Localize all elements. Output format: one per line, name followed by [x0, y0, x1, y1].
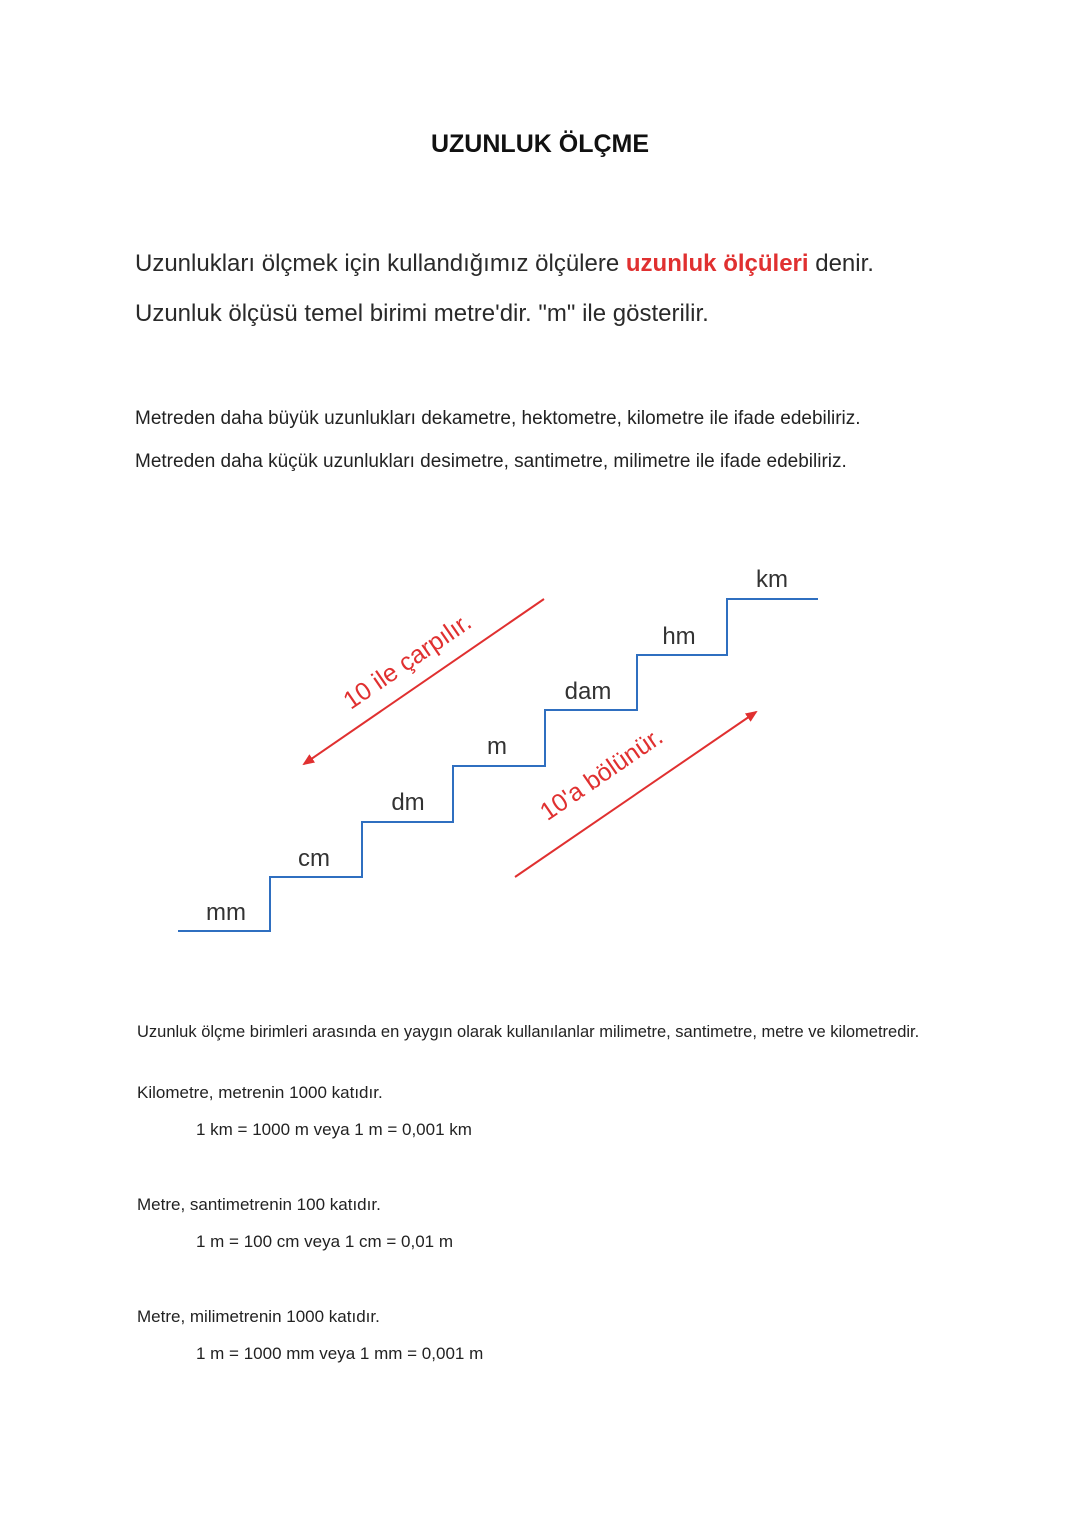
mm-fact: Metre, milimetrenin 1000 katıdır. [137, 1307, 380, 1326]
smaller-units-sentence: Metreden daha küçük uzunlukları desimetre, santimetre, milimetre ile ifade edebiliriz. [135, 451, 847, 472]
unit-label-mm: mm [206, 899, 246, 926]
staircase-line [178, 599, 818, 931]
unit-staircase-diagram [0, 540, 1080, 960]
km-equation: 1 km = 1000 m veya 1 m = 0,001 km [196, 1120, 472, 1139]
unit-label-hm: hm [662, 623, 696, 650]
unit-label-dam: dam [564, 678, 612, 705]
unit-label-km: km [756, 566, 788, 593]
page-title: UZUNLUK ÖLÇME [430, 130, 650, 158]
multiply-arrow-label: 10 ile çarpılır. [338, 607, 477, 716]
larger-units-sentence: Metreden daha büyük uzunlukları dekametre, hektometre, kilometre ile ifade edebiliriz. [135, 408, 861, 429]
unit-label-dm: dm [391, 789, 425, 816]
cm-equation: 1 m = 100 cm veya 1 cm = 0,01 m [196, 1232, 454, 1251]
cm-fact: Metre, santimetrenin 100 katıdır. [137, 1195, 381, 1214]
mm-equation: 1 m = 1000 mm veya 1 mm = 0,001 m [196, 1344, 484, 1363]
highlighted-term: uzunluk ölçüleri [625, 250, 809, 277]
intro-definition-start: Uzunlukları ölçmek için kullandığımız ölçülere [135, 250, 626, 277]
unit-label-m: m [487, 733, 507, 760]
multiply-arrow [304, 599, 544, 764]
unit-label-cm: cm [298, 845, 330, 872]
common-units-paragraph: Uzunluk ölçme birimleri arasında en yaygın olarak kullanılanlar milimetre, santimetre, metre ve kilometredir. [137, 1023, 920, 1041]
intro-definition [135, 250, 874, 278]
km-fact: Kilometre, metrenin 1000 katıdır. [137, 1083, 383, 1102]
base-unit-sentence: Uzunluk ölçüsü temel birimi metre'dir. "m" ile gösterilir. [135, 300, 709, 327]
divide-arrow-label: 10'a bölünür. [534, 722, 669, 827]
intro-definition-end: denir. [808, 250, 874, 277]
